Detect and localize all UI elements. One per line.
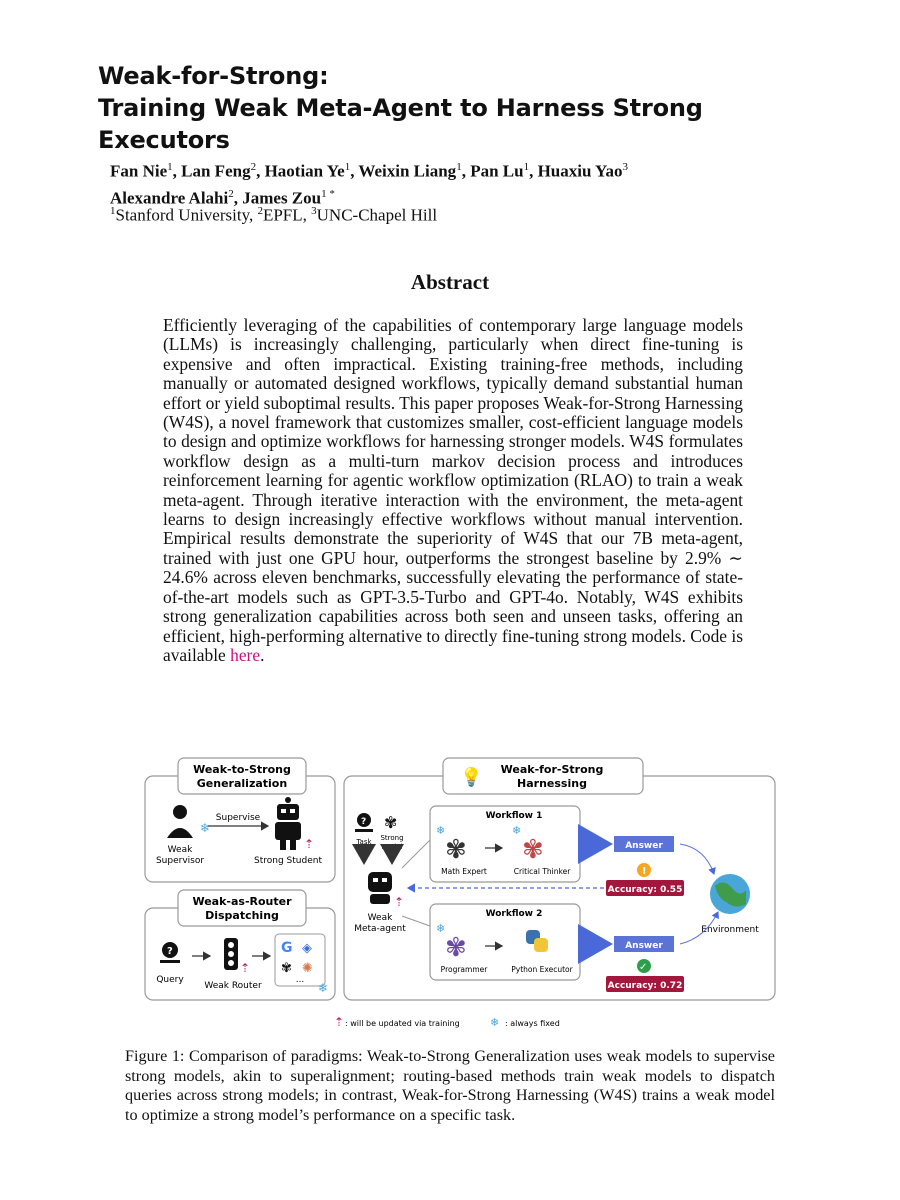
author: Alexandre Alahi [110, 188, 229, 208]
critical-thinker-icon: ✾ [522, 835, 544, 865]
programmer-label: Programmer [440, 965, 488, 974]
figure-caption: Figure 1: Comparison of paradigms: Weak-to-Strong Generalization uses weak models to supervise strong models, akin to superalignment; routing-based methods train weak models to dispatch queries across strong models; in contrast, Weak-for-Strong Harnessing (W4S) trains a weak model to optimize a strong model’s performance on a specific task. [125, 1047, 775, 1124]
title-line-2: Training Weak Meta-Agent to Harness Strong Executors [98, 94, 703, 154]
svg-text:⇡: ⇡ [394, 895, 405, 909]
math-expert-label: Math Expert [441, 867, 487, 876]
svg-text:⇡: ⇡ [304, 837, 315, 851]
author-list: Fan Nie$^1$, Lan Feng$^2$, Haotian Ye$^1$, Weixin Liang$^1$, Pan Lu$^1$, Huaxiu Yao$^3$ Alexandre Alahi$^2$, James Zou$^{1 *}$ [110, 161, 628, 208]
math-expert-icon: ✾ [445, 835, 467, 865]
bulb-icon: 💡 [460, 767, 483, 788]
update-icon: ⇡ [334, 1015, 345, 1029]
task-label: Task [356, 838, 372, 846]
paper-title [98, 60, 818, 156]
claude-icon: ✺ [302, 961, 313, 976]
war-title-2: Dispatching [205, 909, 279, 922]
supervisor-label-1: Weak [167, 845, 193, 855]
abstract-body: Efficiently leveraging of the capabilities of contemporary large language models (LLMs) is increasingly challenging, particularly when direct fine-tuning is expensive and often impractical. Existing training-free methods, including manually or automated designed workflows, typically demand substantial human effort or yield suboptimal results. This paper proposes Weak-for-Strong Harnessing (W4S), a novel framework that customizes smaller, cost-efficient language models to design and optimize workflows for harnessing stronger models. W4S formulates workflow design as a multi-turn markov decision process and introduces reinforcement learning for agentic workflow optimization (RLAO) to train a weak meta-agent. Through iterative interaction with the environment, the meta-agent learns to design increasingly effective workflows without manual intervention. Empirical results demonstrate the superiority of W4S that our 7B meta-agent, trained with just one GPU hour, outperforms the strongest baseline by 2.9% ∼ 24.6% across eleven benchmarks, successfully elevating the performance of state-of-the-art models such as GPT-3.5-Turbo and GPT-4o. Notably, W4S exhibits strong generalization capabilities across both seen and unseen tasks, offering an efficient, high-performing alternative to directly fine-tuning strong models. Code is available here. [163, 315, 743, 665]
programmer-icon: ✾ [445, 933, 467, 963]
war-title-1: Weak-as-Router [192, 895, 292, 908]
fixed-icon: ❄ [436, 922, 446, 935]
strong-model-icon: ✾ [384, 813, 398, 832]
author: James Zou [242, 188, 322, 208]
svg-text:!: ! [642, 866, 647, 877]
accuracy-1-label: Accuracy: 0.55 [607, 885, 683, 895]
svg-text:?: ? [167, 946, 173, 957]
code-link[interactable]: here [230, 644, 261, 665]
w2s-title-1: Weak-to-Strong [193, 763, 291, 776]
w4s-title-1: Weak-for-Strong [500, 763, 604, 776]
accuracy-2-label: Accuracy: 0.72 [607, 981, 683, 991]
query-label: Query [156, 975, 184, 985]
strong-student-label: Strong Student [254, 856, 322, 866]
answer-2-label: Answer [625, 941, 663, 951]
title-line-1: Weak-for-Strong: [98, 62, 329, 90]
model-icon: ◈ [302, 941, 312, 956]
workflow-2-title: Workflow 2 [485, 909, 543, 919]
svg-text:✓: ✓ [639, 962, 648, 973]
strong-model-label-2: Model [381, 843, 403, 851]
meta-agent-label-1: Weak [367, 913, 393, 923]
router-label: Weak Router [204, 981, 262, 991]
w4s-title-2: Harnessing [517, 777, 587, 790]
environment-label: Environment [701, 925, 759, 935]
svg-text:❄: ❄ [200, 821, 211, 835]
svg-text:⇡: ⇡ [240, 961, 251, 975]
meta-agent-label-2: Meta-agent [354, 924, 406, 934]
supervise-label: Supervise [215, 813, 261, 823]
fixed-icon: ❄ [318, 981, 329, 995]
author: Pan Lu [470, 161, 524, 181]
more-models: ... [295, 975, 305, 985]
author: Haotian Ye [264, 161, 345, 181]
abstract-text: Efficiently leveraging of the capabilities of contemporary large language models (LLMs) is increasingly challenging, particularly when direct fine-tuning is expensive and often impractical. Existing training-free methods, including manually or automated designed workflows, typically demand substantial human effort or yield suboptimal results. This paper proposes Weak-for-Strong Harnessing (W4S), a novel framework that customizes smaller, cost-efficient language models to design and optimize workflows for harnessing stronger models. W4S formulates workflow design as a multi-turn markov decision process and introduces reinforcement learning for agentic workflow optimization (RLAO) to train a weak meta-agent. Through iterative interaction with the environment, the meta-agent learns to design increasingly effective workflows without manual intervention. Empirical results demonstrate the superiority of W4S that our 7B meta-agent, trained with just one GPU hour, outperforms the strongest baseline by 2.9% ∼ 24.6% across eleven benchmarks, successfully elevating the performance of state-of-the-art models such as GPT-3.5-Turbo and GPT-4o. Notably, W4S exhibits strong generalization capabilities across both seen and unseen tasks, offering an efficient, high-performing alternative to directly fine-tuning strong models. Code is available [163, 315, 743, 665]
answer-1-label: Answer [625, 841, 663, 851]
workflow-1-title: Workflow 1 [485, 811, 543, 821]
legend-fixed: : always fixed [505, 1019, 560, 1028]
w2s-title-2: Generalization [196, 777, 288, 790]
svg-text:?: ? [361, 817, 367, 827]
author: Huaxiu Yao [537, 161, 623, 181]
affiliations: $^1$Stanford University, $^2$EPFL, $^3$UNC-Chapel Hill [110, 205, 438, 225]
google-icon: G [281, 940, 293, 956]
supervisor-label-2: Supervisor [155, 856, 205, 866]
author: Lan Feng [181, 161, 251, 181]
critical-thinker-label: Critical Thinker [513, 867, 571, 876]
legend-updated: : will be updated via training [345, 1019, 460, 1028]
fixed-icon: ❄ [436, 824, 446, 837]
author: Fan Nie [110, 161, 168, 181]
fixed-icon: ❄ [490, 1016, 500, 1029]
openai-icon: ✾ [281, 961, 292, 976]
abstract-heading: Abstract [410, 270, 490, 294]
fixed-icon: ❄ [512, 824, 522, 837]
strong-model-label-1: Strong [380, 834, 404, 842]
figure-1 [140, 748, 780, 1038]
author: Weixin Liang [358, 161, 457, 181]
python-executor-label: Python Executor [511, 965, 573, 974]
